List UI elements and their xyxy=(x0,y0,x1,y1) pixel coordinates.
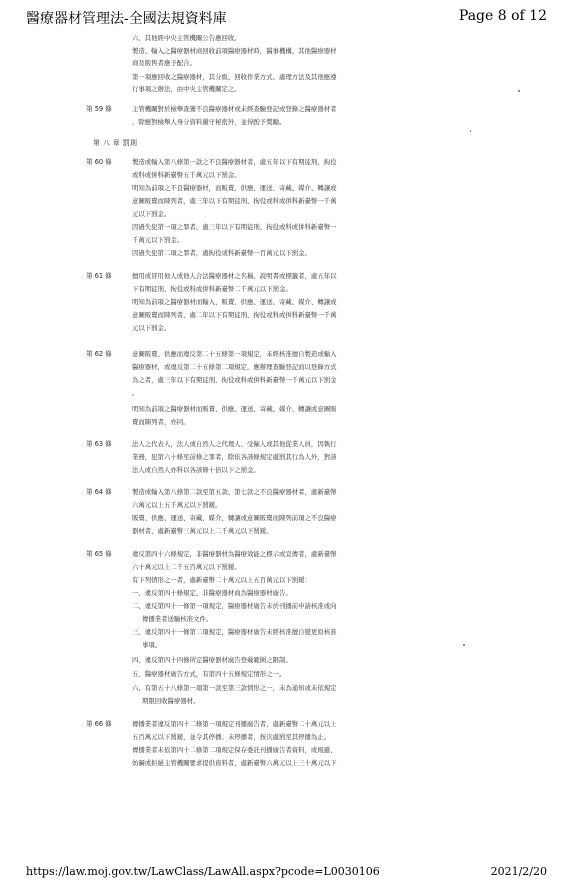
page-header xyxy=(26,8,547,28)
text-line: 製造、輸入之醫療器材商回收前項醫療器材時，醫事機構、其他醫療器材 xyxy=(132,47,337,55)
text-line: 六、其他經中央主管機關公告應回收。 xyxy=(132,34,241,42)
text-line: 元以下罰金。 xyxy=(132,210,171,218)
text-line: 六萬元以上五千萬元以下罰鍰。 xyxy=(132,501,222,509)
text-line: 千萬元以下罰金。 xyxy=(132,236,184,244)
text-line: 醫療器材，或違反第二十五條第二項規定，應辦理查驗登記而以登錄方式 xyxy=(132,363,337,371)
text-line: 器材者，處新臺幣三萬元以上二千萬元以下罰鍰。 xyxy=(132,527,273,535)
text-line: 事項。 xyxy=(142,641,162,649)
text-line: 賣而陳列者，亦同。 xyxy=(132,418,190,426)
text-line: 因過失犯第一項之罪者，處三年以下有期徒刑、拘役或科或併科新臺幣一 xyxy=(132,223,337,231)
print-date: 2021/2/20 xyxy=(490,865,547,878)
text-line: 明知為前項之不良醫療器材，而販賣、供應、運送、寄藏、媒介、轉讓或 xyxy=(132,184,337,192)
text-line: 五百萬元以下罰鍰，並令其停播；未停播者，按次處罰至其停播為止。 xyxy=(132,733,331,741)
text-line: 明知為前項之醫療器材而販賣、供應、運送、寄藏、媒介、轉讓或意圖販 xyxy=(132,405,337,413)
text-line: 為之者，處三年以下有期徒刑、拘役或科或併科新臺幣一千萬元以下罰金 xyxy=(132,376,337,384)
text-line: 四、違反第四十四條所定醫療器材廣告登載範圍之限制。 xyxy=(132,656,292,664)
article-number: 第 65 條 xyxy=(86,550,112,558)
article-number: 第 64 條 xyxy=(86,488,112,496)
page-footer xyxy=(26,865,547,881)
text-line: 有下列情形之一者，處新臺幣二十萬元以上五百萬元以下罰鍰： xyxy=(132,576,311,584)
text-line: 違反第四十六條規定，非醫療器材為醫療效能之標示或宣傳者，處新臺幣 xyxy=(132,550,337,558)
text-line: 元以下罰金。 xyxy=(132,324,171,332)
text-line: 第一項應回收之醫療器材，其分級、回收作業方式、處理方法及其他應遵 xyxy=(132,73,337,81)
chapter-heading: 第 八 章 罰則 xyxy=(93,139,138,147)
text-line: 二、違反第四十一條第一項規定，醫療器材廣告未於刊播前申請核准或向 xyxy=(132,602,337,610)
text-line: 六十萬元以上二千五百萬元以下罰鍰。 xyxy=(132,563,241,571)
text-line: 製造或輸入第八條第二款至第五款、第七款之不良醫療器材者，處新臺幣 xyxy=(132,488,337,496)
text-line: 或科或併科新臺幣五千萬元以下罰金。 xyxy=(132,171,241,179)
article-number: 第 61 條 xyxy=(86,272,112,280)
text-line: ，除應對檢舉人身分資料嚴守秘密外，並得酌予獎勵。 xyxy=(132,118,286,126)
article-number: 第 60 條 xyxy=(86,158,112,166)
scan-speck xyxy=(463,644,465,646)
document-title: 醫療器材管理法-全國法規資料庫 xyxy=(26,11,227,27)
text-line: 期限回收醫療器材。 xyxy=(142,697,200,705)
article-number: 第 63 條 xyxy=(86,440,112,448)
scan-speck xyxy=(518,90,520,92)
text-line: 傳播業者違反第四十二條第一項規定刊播廣告者，處新臺幣二十萬元以上 xyxy=(132,720,337,728)
text-line: 法人之代表人，法人或自然人之代理人、受僱人或其他從業人員，因執行 xyxy=(132,440,337,448)
text-line: 商及販售者應予配合。 xyxy=(132,59,196,67)
scan-speck xyxy=(470,130,471,132)
page-number: Page 8 of 12 xyxy=(458,8,547,24)
text-line: 五、醫療器材廣告方式，有第四十五條規定情形之一。 xyxy=(132,670,286,678)
text-line: 擅用或冒用他人或他人合法醫療器材之名稱、說明書或標籤者，處五年以 xyxy=(132,272,337,280)
text-line: 。 xyxy=(132,389,139,397)
text-line: 行事項之辦法，由中央主管機關定之。 xyxy=(132,85,241,93)
text-line: 一、違反第四十條規定，非醫療器材商為醫療器材廣告。 xyxy=(132,589,292,597)
text-line: 妨礙或拒絕主管機關要求提供資料者，處新臺幣六萬元以上三十萬元以下 xyxy=(132,759,337,767)
article-number: 第 66 條 xyxy=(86,720,112,728)
text-line: 法人或自然人亦科以各該條十倍以下之罰金。 xyxy=(132,466,260,474)
text-line: 下有期徒刑、拘役或科或併科新臺幣二千萬元以下罰金。 xyxy=(132,285,292,293)
article-number: 第 59 條 xyxy=(86,105,112,113)
text-line: 販賣、供應、運送、寄藏、媒介、轉讓或意圖販賣而陳列前項之不良醫療 xyxy=(132,514,337,522)
text-line: 六、有第五十八條第一項第一款至第三款情形之一，未為通知或未依規定 xyxy=(132,684,337,692)
article-number: 第 62 條 xyxy=(86,350,112,358)
text-line: 因過失犯第二項之罪者，處拘役或科新臺幣一百萬元以下罰金。 xyxy=(132,249,311,257)
source-url: https://law.moj.gov.tw/LawClass/LawAll.aspx?pcode=L0030106 xyxy=(26,865,380,878)
text-line: 傳播業者未依第四十二條第二項規定保存委託刊播廣告者資料，或規避、 xyxy=(132,746,337,754)
text-line: 主管機關對於檢舉查獲不良醫療器材或未經查驗登記或登錄之醫療器材者 xyxy=(132,105,337,113)
text-line: 意圖販賣而陳列者，處三年以下有期徒刑、拘役或科或併科新臺幣一千萬 xyxy=(132,197,337,205)
text-line: 明知為前項之醫療器材而輸入、販賣、供應、運送、寄藏、媒介、轉讓或 xyxy=(132,298,337,306)
text-line: 意圖販賣而陳列者，處二年以下有期徒刑、拘役或科或併科新臺幣一千萬 xyxy=(132,311,337,319)
text-line: 業務，犯第六十條至前條之罪者，除依各該條規定處罰其行為人外，對該 xyxy=(132,453,337,461)
text-line: 傳播業者送驗核准文件。 xyxy=(142,615,213,623)
text-line: 三、違反第四十一條第二項規定，醫療器材廣告未經核准擅自變更原核准 xyxy=(132,628,337,636)
document-body xyxy=(0,32,573,852)
text-line: 意圖販賣、供應而違反第二十五條第一項規定，未經核准擅自製造或輸入 xyxy=(132,350,337,358)
text-line: 製造或輸入第八條第一款之不良醫療器材者，處五年以下有期徒刑，拘役 xyxy=(132,158,337,166)
